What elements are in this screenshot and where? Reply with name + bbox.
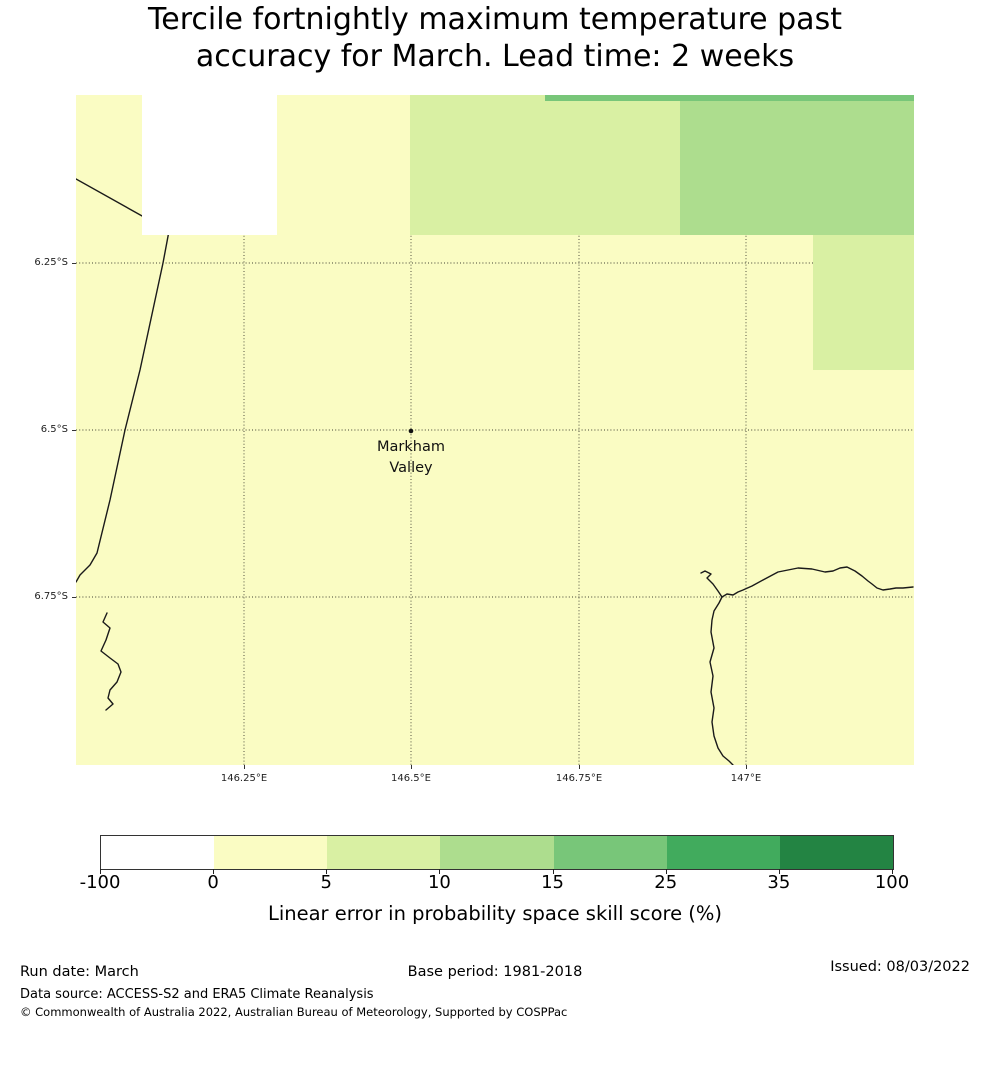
copyright-text: © Commonwealth of Australia 2022, Australian Bureau of Meteorology, Supported by COSPPac xyxy=(20,1005,568,1019)
x-axis-tick xyxy=(411,765,412,769)
title-line-1: Tercile fortnightly maximum temperature past xyxy=(148,2,842,37)
y-axis-tick xyxy=(72,597,76,598)
colorbar-segment xyxy=(780,836,893,869)
base-period-text: Base period: 1981-2018 xyxy=(407,964,583,980)
x-axis-tick xyxy=(579,765,580,769)
colorbar-tick-label: 100 xyxy=(874,872,910,893)
y-axis-tick xyxy=(72,430,76,431)
skill-5-10-cell-top xyxy=(410,95,680,235)
y-axis-tick-label: 6.5°S xyxy=(40,424,68,435)
skill-5-10-cell-right xyxy=(813,235,914,370)
colorbar-caption: Linear error in probability space skill score (%) xyxy=(267,902,723,925)
colorbar-tick-label: -100 xyxy=(79,872,121,893)
x-axis-tick-label: 146.25°E xyxy=(220,773,268,784)
skill-15-25-strip-top xyxy=(545,95,914,101)
colorbar-segment xyxy=(327,836,440,869)
skill-10-15-cell-top-right xyxy=(680,95,914,235)
x-axis-tick-label: 146.5°E xyxy=(391,773,431,784)
colorbar-tick-label: 5 xyxy=(320,872,333,893)
colorbar-segment xyxy=(667,836,780,869)
figure-title xyxy=(0,1,990,75)
colorbar-tick-label: 10 xyxy=(427,872,451,893)
title-line-2: accuracy for March. Lead time: 2 weeks xyxy=(195,39,795,74)
coastline xyxy=(101,613,121,710)
y-axis-tick-label: 6.75°S xyxy=(34,591,68,602)
colorbar-tick-label: 0 xyxy=(207,872,219,893)
colorbar-segment xyxy=(214,836,327,869)
coastline xyxy=(76,179,169,582)
issued-date-text: Issued: 08/03/2022 xyxy=(830,959,970,975)
markham-valley-label xyxy=(377,437,445,479)
y-axis-tick xyxy=(72,263,76,264)
y-axis-tick-label: 6.25°S xyxy=(34,257,68,268)
markham-valley-label-line2: Valley xyxy=(389,460,433,476)
no-data-cell xyxy=(142,95,277,235)
colorbar-segment xyxy=(101,836,214,869)
map-canvas xyxy=(76,95,914,765)
colorbar-segment xyxy=(554,836,667,869)
x-axis-tick xyxy=(746,765,747,769)
x-axis-tick xyxy=(244,765,245,769)
colorbar-segment xyxy=(440,836,553,869)
run-date-text: Run date: March xyxy=(20,964,139,980)
colorbar-tick-label: 35 xyxy=(767,872,791,893)
x-axis-tick-label: 147°E xyxy=(730,773,762,784)
coastline xyxy=(710,597,733,765)
markham-valley-label-line1: Markham xyxy=(377,439,445,455)
x-axis-tick-label: 146.75°E xyxy=(555,773,603,784)
coastline xyxy=(701,567,913,597)
colorbar xyxy=(100,835,894,870)
markham-valley-dot xyxy=(409,429,414,434)
data-source-text: Data source: ACCESS-S2 and ERA5 Climate Reanalysis xyxy=(20,987,374,1002)
colorbar-tick-label: 15 xyxy=(541,872,565,893)
colorbar-tick-label: 25 xyxy=(654,872,678,893)
